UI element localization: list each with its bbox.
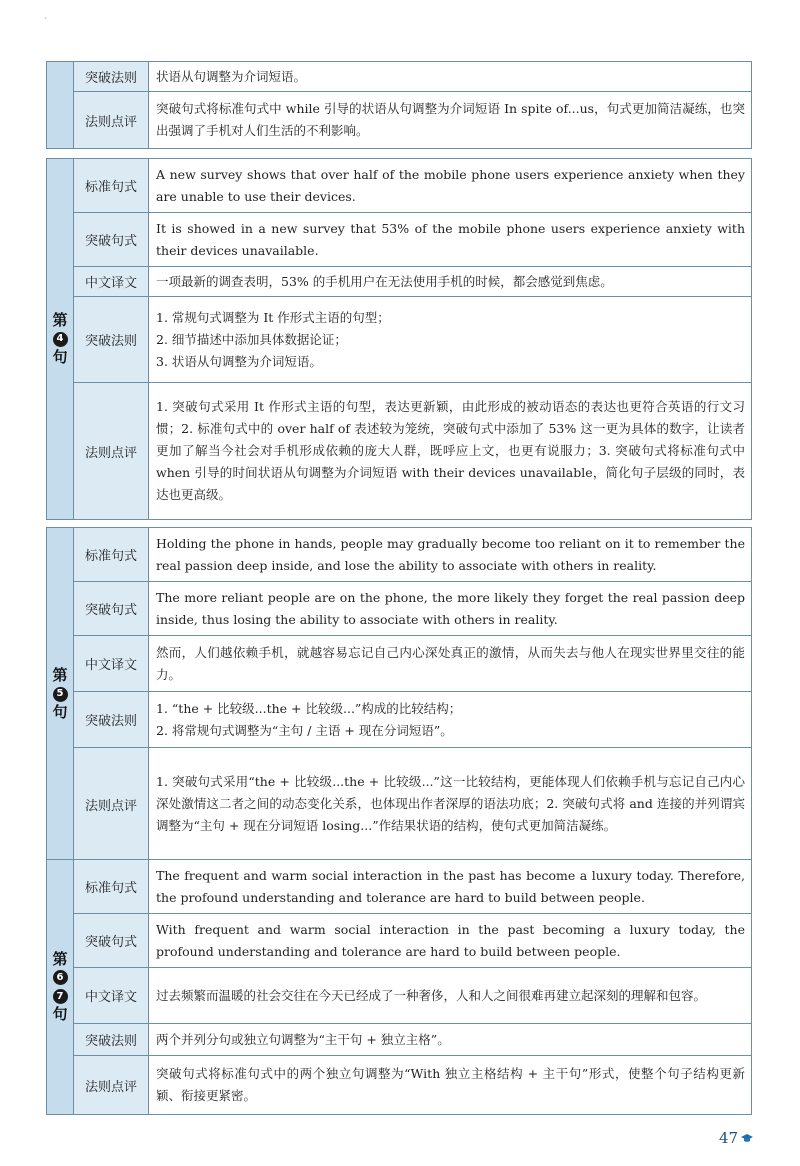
row-chinese-translation: [74, 636, 751, 692]
row-breakthrough-rule: [74, 297, 751, 383]
section-side-tab: [47, 62, 74, 148]
row-label: 中文译文: [74, 636, 149, 691]
row-text: The frequent and warm social interaction in the past has become a luxury today. Therefore, the profound understanding and tolerance are hard to build between people.: [156, 867, 745, 905]
row-text: [149, 692, 751, 747]
page-number: [719, 1129, 754, 1147]
row-text: Holding the phone in hands, people may gradually become too reliant on it to remember the real passion deep inside, and lose the ability to associate with others in reality.: [156, 535, 745, 573]
row-text: 一项最新的调查表明，53% 的手机用户在无法使用手机的时候，都会感觉到焦虑。: [156, 273, 613, 289]
row-label: 突破法则: [74, 1024, 149, 1055]
row-label: 法则点评: [74, 1056, 149, 1114]
page-number-text: 47: [719, 1129, 739, 1147]
row-label: 突破法则: [74, 297, 149, 382]
row-text: The more reliant people are on the phone, the more likely they forget the real passion deep inside, thus losing the ability to associate with others in reality.: [156, 589, 745, 627]
row-label: 突破句式: [74, 582, 149, 635]
row-label: 中文译文: [74, 267, 149, 296]
row-text: 突破句式将标准句式中的两个独立句调整为“With 独立主格结构 + 主干句”形式，使整个句子结构更新颖、衔接更紧密。: [156, 1066, 745, 1103]
sentence-block-continued: [46, 61, 752, 149]
row-standard-sentence: [74, 528, 751, 582]
row-standard-sentence: [74, 860, 751, 914]
row-breakthrough-rule: [74, 1024, 751, 1056]
row-chinese-translation: [74, 968, 751, 1024]
rule-line: 2. 细节描述中添加具体数据论证；: [156, 331, 347, 347]
row-label: 标准句式: [74, 860, 149, 913]
row-label: 标准句式: [74, 159, 149, 212]
rule-line: 3. 状语从句调整为介词短语。: [156, 353, 322, 369]
row-text: 过去频繁而温暖的社会交往在今天已经成了一种奢侈，人和人之间很难再建立起深刻的理解和包容。: [156, 987, 707, 1003]
row-label: 法则点评: [74, 383, 149, 519]
row-rule-comment: [74, 92, 751, 148]
corner-mark: ˎ: [44, 10, 48, 19]
row-label: 突破法则: [74, 692, 149, 747]
row-text: It is showed in a new survey that 53% of the mobile phone users experience anxiety with their devices unavailable.: [156, 220, 745, 258]
sentence-number-badge: 7: [53, 989, 68, 1004]
row-text: 1. 突破句式采用“the + 比较级...the + 比较级...”这一比较结构，更能体现人们依赖手机与忘记自己内心深处激情这二者之间的动态变化关系，也体现出作者深厚的语法功底；2. 突破句式将 and 连接的并列谓宾调整为“主句 + 现在分词短语 losing...”作结果状语的结构，使句式更加简洁凝练。: [156, 774, 745, 833]
row-breakthrough-sentence: [74, 914, 751, 968]
row-label: 突破法则: [74, 62, 149, 91]
row-breakthrough-rule: [74, 62, 751, 92]
row-chinese-translation: [74, 267, 751, 297]
row-text: With frequent and warm social interaction in the past becoming a luxury today, the profound understanding and tolerance are hard to build between people.: [156, 921, 745, 959]
row-standard-sentence: [74, 159, 751, 213]
row-label: 突破句式: [74, 213, 149, 266]
row-text: 然而，人们越依赖手机，就越容易忘记自己内心深处真正的激情，从而失去与他人在现实世界里交往的能力。: [156, 644, 745, 682]
row-rule-comment: [74, 1056, 751, 1114]
sentence-number-badge: 6: [53, 970, 68, 985]
graduation-cap-icon: [740, 1133, 754, 1143]
row-breakthrough-rule: [74, 692, 751, 748]
row-breakthrough-sentence: [74, 213, 751, 267]
row-breakthrough-sentence: [74, 582, 751, 636]
rule-line: 2. 将常规句式调整为“主句 / 主语 + 现在分词短语”。: [156, 722, 453, 738]
side-char-ju: 句: [52, 347, 68, 366]
row-text: 状语从句调整为介词短语。: [156, 68, 307, 84]
rule-line: 1. 常规句式调整为 It 作形式主语的句型；: [156, 309, 390, 325]
side-char-ju: 句: [52, 1005, 68, 1023]
row-rule-comment: [74, 748, 751, 860]
side-char-di: 第: [52, 666, 68, 685]
sentence-number-badge: 5: [53, 687, 68, 702]
row-text: [149, 297, 751, 382]
row-label: 中文译文: [74, 968, 149, 1023]
row-text: 两个并列分句或独立句调整为“主干句 + 独立主格”。: [156, 1031, 450, 1047]
side-char-ju: 句: [52, 702, 68, 721]
section-side-tab: [47, 860, 74, 1114]
row-rule-comment: [74, 383, 751, 519]
row-label: 法则点评: [74, 748, 149, 860]
sentence-number-badge: 4: [53, 332, 68, 347]
section-side-tab: [47, 159, 74, 519]
sentence-block-4: [46, 158, 752, 520]
sentence-block-6-7: [46, 859, 752, 1115]
side-char-di: 第: [52, 949, 68, 968]
rule-line: 1. “the + 比较级...the + 比较级...”构成的比较结构；: [156, 700, 462, 716]
row-text: 突破句式将标准句式中 while 引导的状语从句调整为介词短语 In spite of...us，句式更加简洁凝练，也突出强调了手机对人们生活的不利影响。: [156, 101, 745, 138]
row-label: 突破句式: [74, 914, 149, 967]
sentence-block-5: [46, 527, 752, 861]
section-side-tab: [47, 528, 74, 860]
row-label: 标准句式: [74, 528, 149, 581]
side-char-di: 第: [52, 311, 68, 330]
row-text: 1. 突破句式采用 It 作形式主语的句型，表达更新颖，由此形成的被动语态的表达也更符合英语的行文习惯；2. 标准句式中的 over half of 表述较为笼统，突破句式中添加了 53% 这一更为具体的数字，让读者更加了解当今社会对手机形成依赖的庞大人群，既呼应上文，也更有说服力；3. 突破句式将标准句式中 when 引导的时间状语从句调整为介词短语 with their devices unavailable，简化句子层级的同时，表达也更高级。: [156, 399, 745, 502]
row-text: A new survey shows that over half of the mobile phone users experience anxiety when they are unable to use their devices.: [156, 166, 745, 204]
row-label: 法则点评: [74, 92, 149, 148]
